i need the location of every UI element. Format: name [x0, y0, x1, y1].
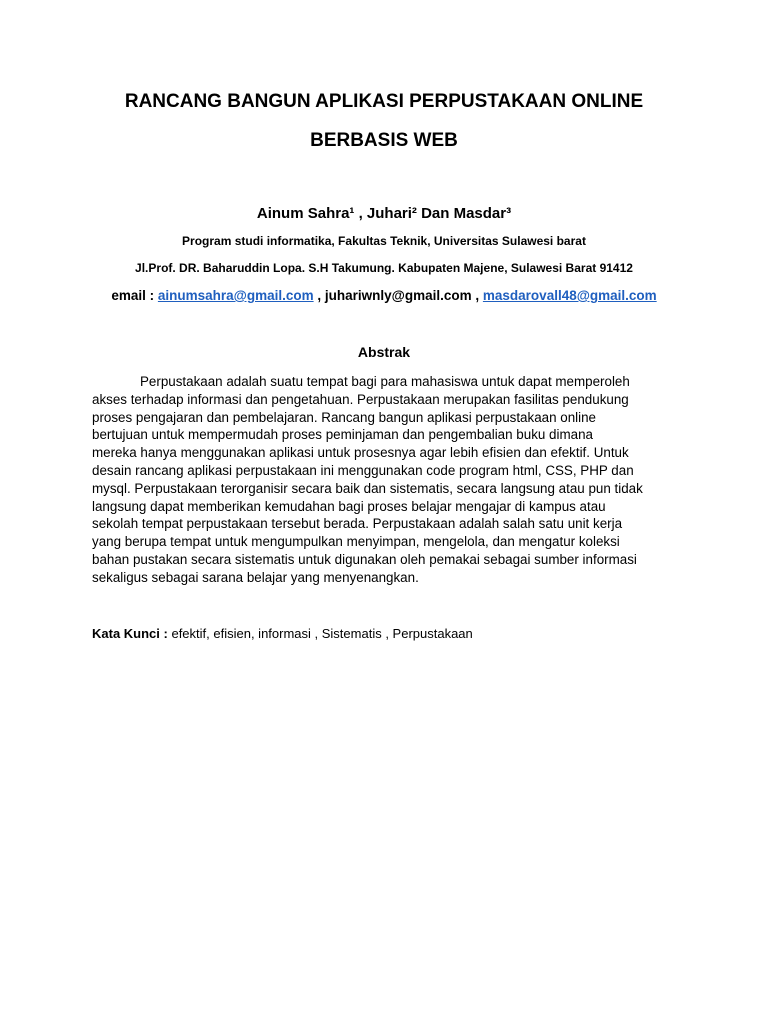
- email-link-masdar[interactable]: masdarovall48@gmail.com: [482, 288, 657, 303]
- affiliation-line-2: Jl.Prof. DR. Baharuddin Lopa. S.H Takumung. Kabupaten Majene, Sulawesi Barat 91412: [135, 261, 633, 275]
- abstract-line: yang berupa tempat untuk mengumpulkan menyimpan, mengelola, dan mengatur koleksi: [92, 534, 620, 550]
- abstract-line: proses pengajaran dan pembelajaran. Rancang bangun aplikasi perpustakaan online: [92, 409, 596, 425]
- abstract-body: [92, 373, 676, 587]
- email-link-ainumsahra[interactable]: ainumsahra@gmail.com: [157, 288, 314, 303]
- email-separator: ,: [317, 288, 322, 303]
- keywords-text: efektif, efisien, informasi , Sistematis , Perpustakaan: [171, 626, 473, 641]
- abstract-line: mysql. Perpustakaan terorganisir secara baik dan sistematis, secara langsung atau pun tidak: [92, 480, 643, 496]
- abstract-line: akses terhadap informasi dan pengetahuan. Perpustakaan merupakan fasilitas pendukung: [92, 391, 629, 407]
- affiliation-line-1: Program studi informatika, Fakultas Teknik, Universitas Sulawesi barat: [182, 234, 586, 248]
- abstract-line: desain rancang aplikasi perpustakaan ini menggunakan code program html, CSS, PHP dan: [92, 462, 634, 478]
- abstract-line: bertujuan untuk mempermudah proses peminjaman dan pengembalian buku dimana: [92, 427, 593, 443]
- paper-title-line-2: BERBASIS WEB: [310, 130, 458, 151]
- abstract-line: sekaligus sebagai sarana belajar yang menyenangkan.: [92, 569, 419, 585]
- abstract-line: langsung dapat memberikan kemudahan bagi proses belajar mengajar di kampus atau: [92, 498, 606, 514]
- abstract-line: Perpustakaan adalah suatu tempat bagi para mahasiswa untuk dapat memperoleh: [140, 374, 630, 389]
- email-label: email :: [111, 288, 155, 303]
- keywords-label: Kata Kunci :: [92, 626, 168, 641]
- email-separator: ,: [475, 288, 480, 303]
- email-text-juhari: juhariwnly@gmail.com: [324, 288, 472, 303]
- abstract-heading: Abstrak: [357, 344, 411, 360]
- abstract-line: mereka hanya menggunakan aplikasi untuk prosesnya agar lebih efisien dan efektif. Untuk: [92, 445, 629, 461]
- abstract-line: sekolah tempat perpustakaan tersebut berada. Perpustakaan adalah salah satu unit kerja: [92, 516, 623, 532]
- keywords-line: [92, 625, 676, 642]
- paper-title-line-1: RANCANG BANGUN APLIKASI PERPUSTAKAAN ONLINE: [124, 91, 644, 112]
- abstract-line: bahan pustakan secara sistematis untuk digunakan oleh pemakai sebagai sumber informasi: [92, 551, 637, 567]
- author-list: Ainum Sahra¹ , Juhari² Dan Masdar³: [256, 205, 512, 222]
- email-line: [0, 287, 768, 304]
